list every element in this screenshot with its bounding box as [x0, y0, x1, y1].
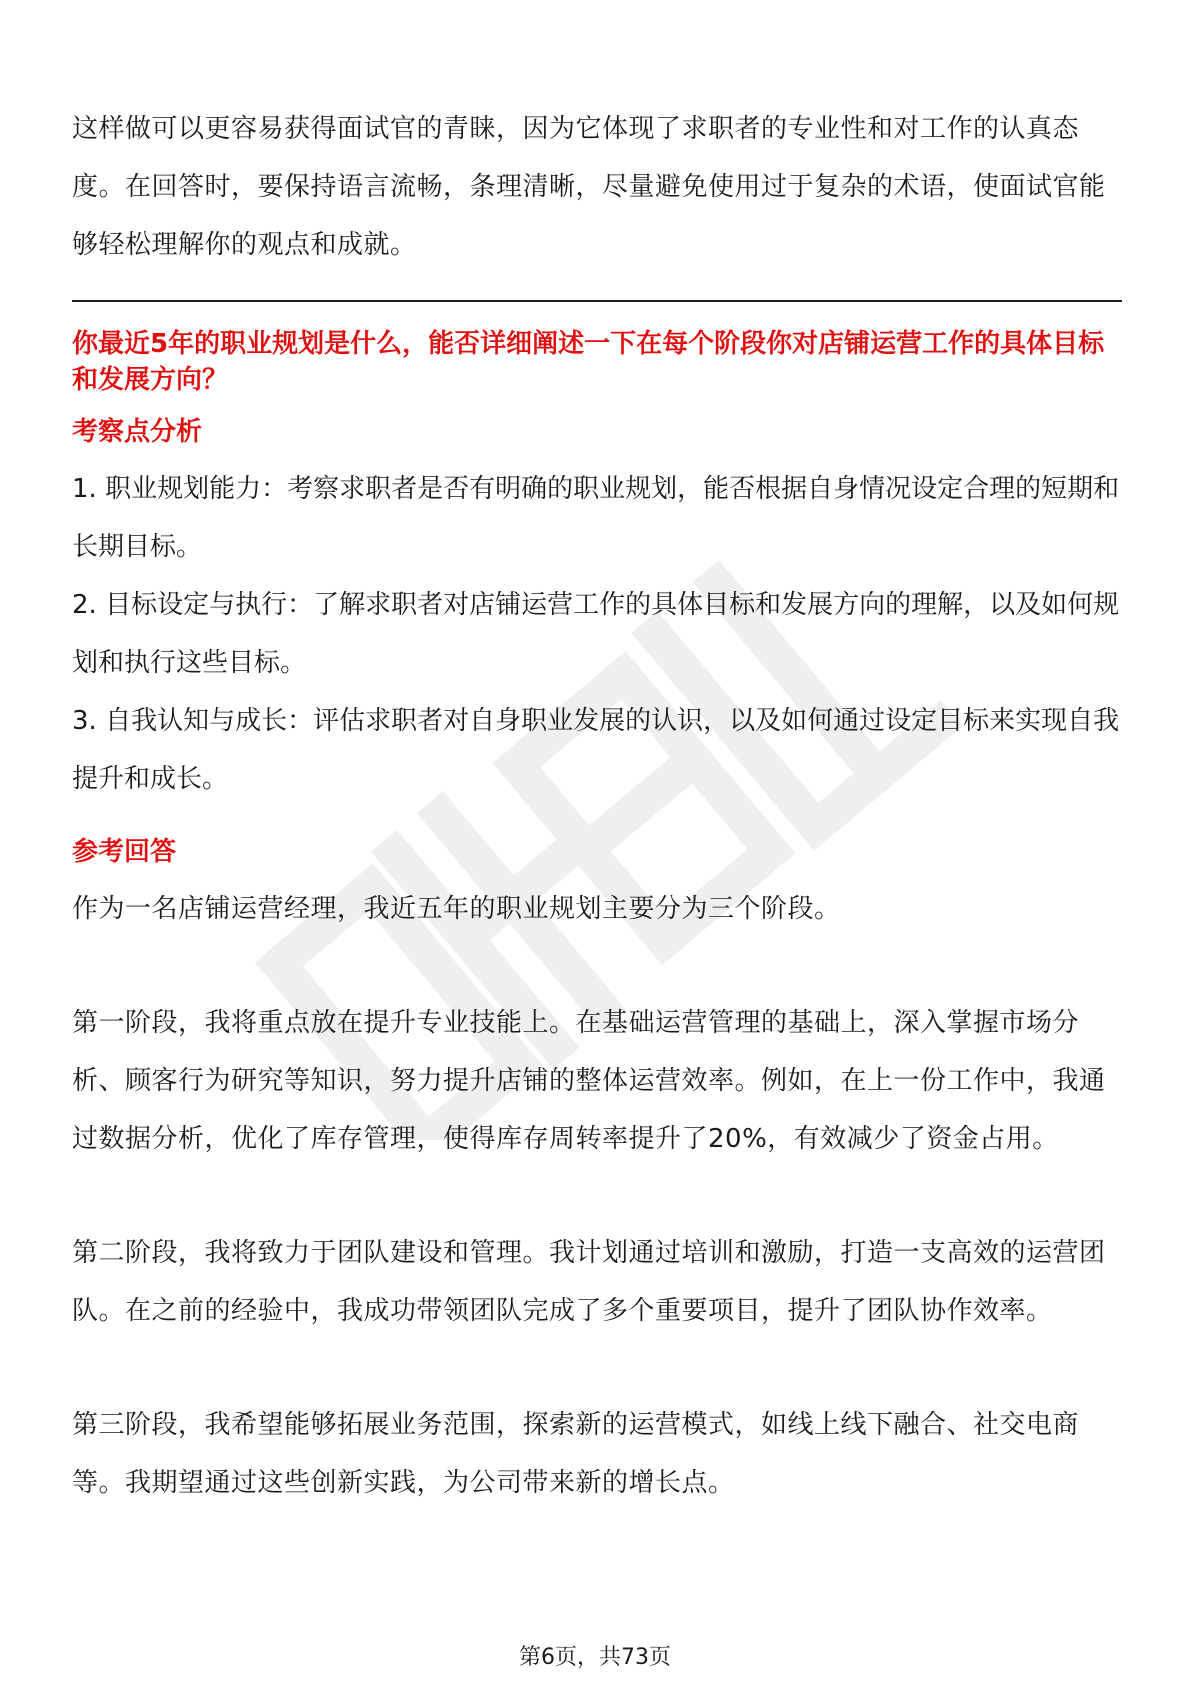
page-footer: 第6页，共73页 — [519, 1645, 671, 1670]
answer-paragraph: 第三阶段，我希望能够拓展业务范围，探索新的运营模式，如线上线下融合、社交电商等。我期望通过这些创新实践，为公司带来新的增长点。 — [72, 1410, 1080, 1498]
answer-heading: 参考回答 — [72, 837, 177, 867]
intro-paragraph: 这样做可以更容易获得面试官的青睐，因为它体现了求职者的专业性和对工作的认真态度。在回答时，要保持语言流畅，条理清晰，尽量避免使用过于复杂的术语，使面试官能够轻松理解你的观点和成就。 — [72, 114, 1106, 260]
answer-paragraph: 第一阶段，我将重点放在提升专业技能上。在基础运营管理的基础上，深入掌握市场分析、顾客行为研究等知识，努力提升店铺的整体运营效率。例如，在上一份工作中，我通过数据分析，优化了库存管理，使得库存周转率提升了20%，有效减少了资金占用。 — [72, 1008, 1106, 1154]
analysis-item: 2. 目标设定与执行：了解求职者对店铺运营工作的具体目标和发展方向的理解，以及如何规划和执行这些目标。 — [72, 590, 1120, 678]
analysis-item: 3. 自我认知与成长：评估求职者对自身职业发展的认识，以及如何通过设定目标来实现自我提升和成长。 — [72, 706, 1120, 794]
section-divider — [72, 300, 1122, 302]
interview-question: 你最近5年的职业规划是什么，能否详细阐述一下在每个阶段你对店铺运营工作的具体目标和发展方向？ — [72, 329, 1105, 395]
analysis-heading: 考察点分析 — [72, 417, 203, 447]
analysis-item: 1. 职业规划能力：考察求职者是否有明确的职业规划，能否根据自身情况设定合理的短期和长期目标。 — [72, 474, 1120, 562]
page-content — [72, 100, 1122, 1512]
answer-paragraph: 第二阶段，我将致力于团队建设和管理。我计划通过培训和激励，打造一支高效的运营团队。在之前的经验中，我成功带领团队完成了多个重要项目，提升了团队协作效率。 — [72, 1238, 1106, 1326]
answer-paragraph: 作为一名店铺运营经理，我近五年的职业规划主要分为三个阶段。 — [72, 894, 841, 924]
